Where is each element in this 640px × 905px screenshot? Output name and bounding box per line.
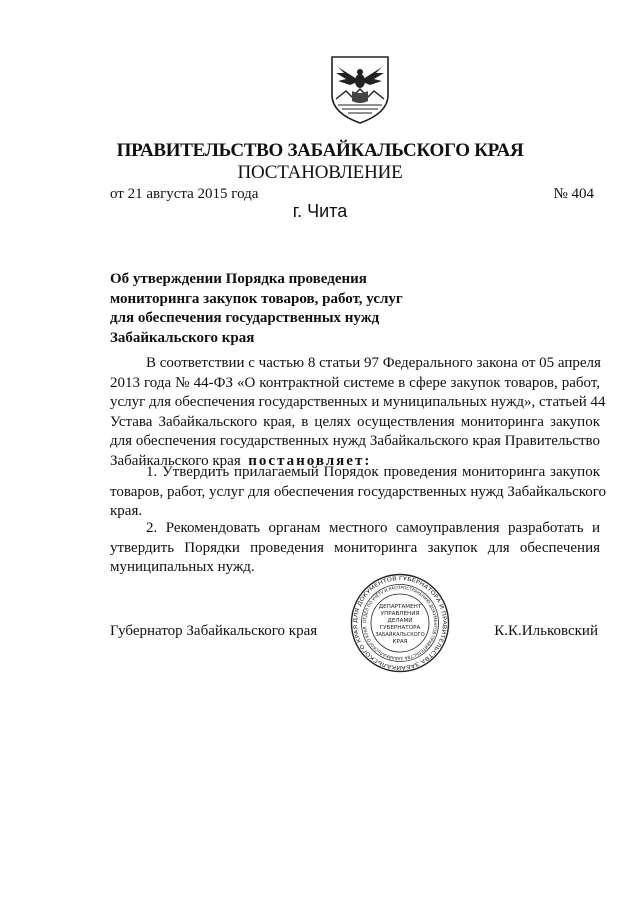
- subject-line: Забайкальского края: [110, 329, 255, 346]
- seal-middle-text: ОТДЕЛ ПО УЧЁТУ И РАСПРОСТРАНЕНИЮ ДОКУМЕНТОВ ПРАВИТЕЛЬСТВА ЗАБАЙКАЛЬСКОГО КРАЯ: [362, 585, 438, 661]
- preamble-line: В соответствии с частью 8 статьи 97 Федерального закона от 05 апреля: [146, 355, 601, 371]
- seal-center-line: ДЕЛАМИ: [387, 618, 413, 624]
- seal-center-line: ГУБЕРНАТОРА: [379, 625, 421, 631]
- resolution-item-1: [110, 463, 607, 522]
- item-line: 2. Рекомендовать органам местного самоуправления разработать и: [146, 520, 600, 536]
- seal-center-line: ДЕПАРТАМЕНТ: [378, 604, 422, 610]
- preamble-line: для обеспечения государственных нужд Забайкальского края Правительство: [110, 433, 600, 449]
- resolution-item-2: [110, 519, 600, 578]
- preamble-paragraph: [110, 354, 606, 471]
- resolves-keyword: постановляет:: [248, 452, 372, 469]
- item-line: муниципальных нужд.: [110, 559, 255, 575]
- seal-center-line: КРАЯ: [392, 639, 408, 645]
- signatory-position: Губернатор Забайкальского края: [110, 623, 318, 639]
- subject-line: мониторинга закупок товаров, работ, услуг: [110, 290, 403, 307]
- preamble-line: 2013 года № 44-ФЗ «О контрактной системе в сфере закупок товаров, работ,: [110, 374, 600, 391]
- document-city: г. Чита: [292, 201, 348, 221]
- item-line: края.: [110, 503, 143, 519]
- coat-of-arms-icon: [322, 51, 398, 127]
- government-name: ПРАВИТЕЛЬСТВО ЗАБАЙКАЛЬСКОГО КРАЯ: [116, 140, 524, 161]
- seal-center-line: ЗАБАЙКАЛЬСКОГО: [375, 632, 425, 638]
- preamble-line: Устава Забайкальского края, в целях осуществления мониторинга закупок: [110, 413, 600, 430]
- item-line: 1. Утвердить прилагаемый Порядок проведения мониторинга закупок: [146, 464, 600, 480]
- seal-center-line: УПРАВЛЕНИЯ: [380, 611, 420, 617]
- seal-outer-text: ДЛЯ ДОКУМЕНТОВ ГУБЕРНАТОРА И ПРАВИТЕЛЬСТВА ЗАБАЙКАЛЬСКОГО КРАЯ: [352, 575, 448, 671]
- document-number: № 404: [553, 186, 594, 202]
- preamble-line: Забайкальского края: [110, 452, 241, 469]
- item-line: утвердить Порядки проведения мониторинга закупок для обеспечения: [110, 539, 600, 556]
- preamble-line: услуг для обеспечения государственных и муниципальных нужд», статьей 44: [110, 394, 606, 410]
- subject-line: для обеспечения государственных нужд: [110, 310, 380, 326]
- signatory-name: К.К.Ильковский: [494, 623, 598, 639]
- document-date: от 21 августа 2015 года: [110, 186, 259, 202]
- subject-line: Об утверждении Порядка проведения: [110, 271, 367, 287]
- document-subject: [110, 270, 530, 348]
- official-seal: [350, 573, 450, 673]
- document-type: ПОСТАНОВЛЕНИЕ: [237, 162, 403, 183]
- item-line: товаров, работ, услуг для обеспечения государственных нужд Забайкальского: [110, 483, 607, 500]
